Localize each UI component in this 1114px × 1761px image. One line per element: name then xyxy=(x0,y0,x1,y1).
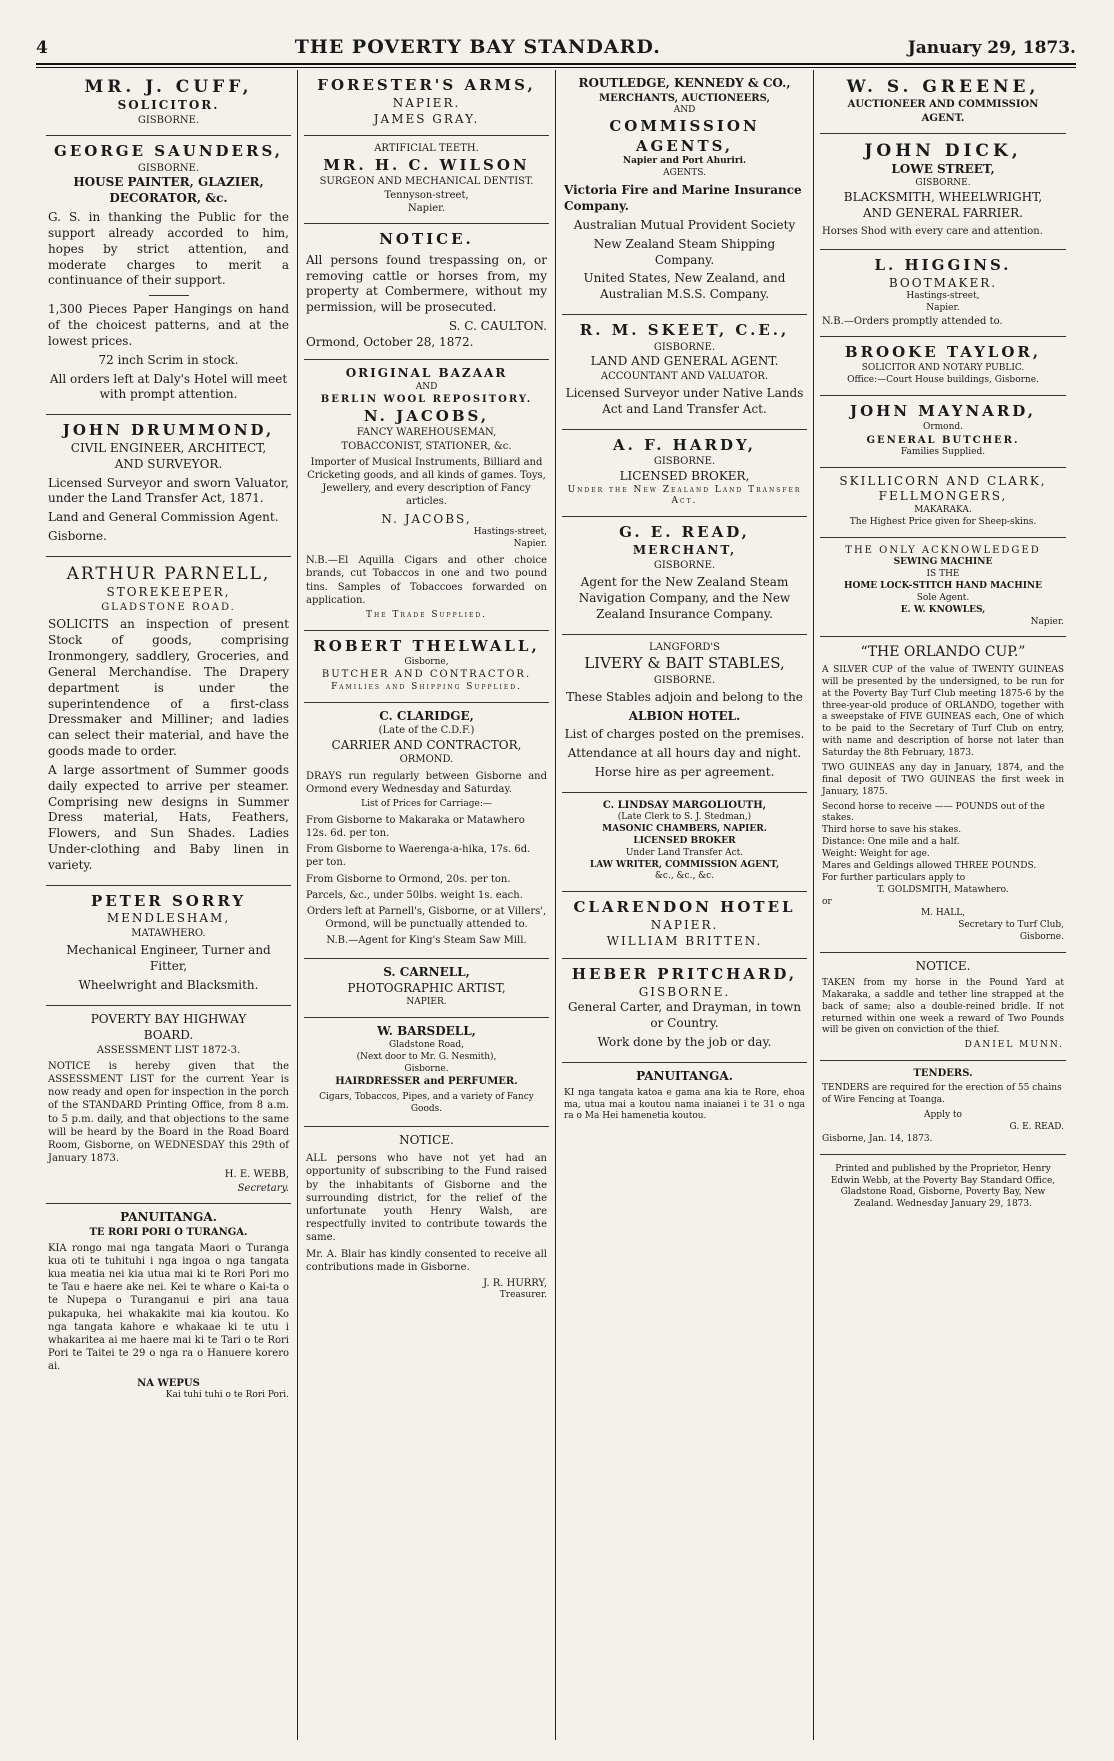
ad-orlando-cup xyxy=(820,637,1066,953)
column-4 xyxy=(814,70,1072,1740)
ad-owner: WILLIAM BRITTEN. xyxy=(606,933,763,948)
ad-text: 72 inch Scrim in stock. xyxy=(98,352,239,367)
ad-parnell xyxy=(46,557,291,886)
ad-text: The Highest Price given for Sheep-skins. xyxy=(849,517,1037,528)
ad-text: TAKEN from my horse in the Pound Yard at Makaraka, a saddle and tether line strapped at the back of same; also a double-reined bridle. If not returned within one week a reward of Two Pounds will be given on conviction of the thief. xyxy=(822,977,1064,1036)
ad-title: BERLIN WOOL REPOSITORY. xyxy=(320,394,533,406)
ad-hardy xyxy=(562,430,807,518)
ad-bazaar xyxy=(304,360,549,631)
ad-place: GISBORNE. xyxy=(653,559,716,571)
ad-role: TOBACCONIST, STATIONER, &c. xyxy=(341,440,512,452)
ad-role: HOUSE PAINTER, GLAZIER, xyxy=(73,175,264,190)
ad-margoliouth xyxy=(562,793,807,892)
ad-text: Under the New Zealand Land Transfer Act. xyxy=(567,484,802,507)
ad-greene xyxy=(820,70,1066,134)
divider xyxy=(149,295,189,296)
ad-title: C. CLARIDGE, xyxy=(379,708,474,723)
ad-role: MERCHANT, xyxy=(632,543,737,558)
ad-title: NOTICE. xyxy=(379,230,474,248)
ad-text: Families and Shipping Supplied. xyxy=(331,681,522,692)
ad-subtitle: TE RORI PORI O TURANGA. xyxy=(89,1226,248,1238)
ad-carnell xyxy=(304,959,549,1018)
ad-signature: S. C. CAULTON. xyxy=(448,319,547,334)
ad-panuitanga xyxy=(46,1204,291,1410)
issue-date: January 29, 1873. xyxy=(907,38,1076,58)
ad-title: R. M. SKEET, C.E., xyxy=(579,321,790,340)
ad-role: HAIRDRESSER and PERFUMER. xyxy=(335,1076,518,1088)
ad-owner: JAMES GRAY. xyxy=(373,111,480,126)
ad-text: Orders left at Parnell's, Gisborne, or at Villers', Ormond, will be punctually attended to. xyxy=(306,905,547,931)
ad-title: POVERTY BAY HIGHWAY xyxy=(90,1011,247,1026)
ad-role: AGENT. xyxy=(921,112,965,124)
ad-title: A. F. HARDY, xyxy=(613,435,756,454)
ad-signature: H. E. WEBB, xyxy=(224,1169,289,1181)
ad-role: SOLICITOR. xyxy=(117,98,220,113)
ad-role: GENERAL BUTCHER. xyxy=(866,434,1020,446)
ad-signature: NA WEPUS xyxy=(137,1377,200,1389)
ad-place: NAPIER. xyxy=(406,997,447,1008)
ad-text: AND xyxy=(673,105,696,116)
ad-foresters-arms xyxy=(304,70,549,136)
ad-title: ROUTLEDGE, KENNEDY & CO., xyxy=(578,76,791,90)
ad-text: Mechanical Engineer, Turner and Fitter, xyxy=(66,943,271,974)
ad-role: PHOTOGRAPHIC ARTIST, xyxy=(347,981,506,996)
ad-role: COMMISSION AGENTS, xyxy=(609,116,760,155)
ad-signature: DANIEL MUNN. xyxy=(964,1040,1064,1051)
ad-text: Licensed Surveyor under Native Lands Act and Land Transfer Act. xyxy=(565,386,804,416)
ad-title: JOHN DRUMMOND, xyxy=(62,421,275,440)
ad-text: A SILVER CUP of the value of TWENTY GUINEAS will be presented by the undersigned, to be run for at the Poverty Bay Turf Club meeting 1875-6 by the three-year-old produce of ORLANDO, together with a sweepstake of FIVE GUINEAS each, One of which to be paid to the Secretary of Turf Club on entry, with name and description of horse not later than Saturday the 8th February, 1873. xyxy=(822,664,1064,759)
ad-place: Napier and Port Ahuriri. xyxy=(622,156,747,167)
ad-langford xyxy=(562,635,807,793)
ad-title: TENDERS. xyxy=(913,1068,973,1080)
ad-text: New Zealand Steam Shipping Company. xyxy=(593,236,776,267)
ad-role: LAND AND GENERAL AGENT. xyxy=(590,354,779,369)
ad-role: MERCHANTS, AUCTIONEERS, xyxy=(599,92,770,104)
ad-title: PANUITANGA. xyxy=(120,1209,217,1224)
ad-signature: M. HALL, xyxy=(920,908,966,919)
ad-title: JOHN DICK, xyxy=(864,140,1022,161)
ad-text: From Gisborne to Ormond, 20s. per ton. xyxy=(306,873,511,885)
ad-title: G. E. READ, xyxy=(619,523,750,542)
ad-place: GISBORNE. xyxy=(653,674,716,686)
ad-text: N.B.—Agent for King's Steam Saw Mill. xyxy=(326,935,527,947)
ad-title: NOTICE. xyxy=(399,1133,454,1148)
ad-notice-walsh xyxy=(304,1127,549,1310)
ad-text: HOME LOCK-STITCH HAND MACHINE xyxy=(844,580,1042,591)
ad-signature: J. R. HURRY, xyxy=(483,1277,547,1289)
ad-text: Work done by the job or day. xyxy=(597,1035,772,1050)
ad-place: MASONIC CHAMBERS, NAPIER. xyxy=(602,823,767,834)
ad-text: Licensed Surveyor and sworn Valuator, under the Land Transfer Act, 1871. xyxy=(48,475,289,506)
ad-signature: Kai tuhi tuhi o te Rori Pori. xyxy=(165,1389,289,1400)
ad-signature: T. GOLDSMITH, Matawhero. xyxy=(877,884,1009,895)
ad-text: Cigars, Tobaccos, Pipes, and a variety of Fancy Goods. xyxy=(319,1091,534,1114)
ad-text: Horse hire as per agreement. xyxy=(594,765,775,780)
ad-role: LIVERY & BAIT STABLES, xyxy=(584,653,785,672)
ad-signature: N. JACOBS, xyxy=(381,511,472,526)
ad-title: BOARD. xyxy=(143,1027,194,1042)
ad-role: STOREKEEPER, xyxy=(106,585,231,600)
ad-place: Napier. xyxy=(1030,616,1064,627)
ad-owner: E. W. KNOWLES, xyxy=(900,604,986,615)
ad-place: ORMOND. xyxy=(399,754,454,766)
ad-text: A large assortment of Summer goods daily expected to arrive per steamer. Comprising new designs in Summer Dress material, Hats, Feathers, Flowers, and Sun Shades. Ladies Under-clothing and Baby linen in variety. xyxy=(48,762,289,872)
ad-title: MR. J. CUFF, xyxy=(84,77,253,97)
ad-place: GISBORNE. xyxy=(915,178,971,189)
ad-notice-munn xyxy=(820,953,1066,1061)
newspaper-title: THE POVERTY BAY STANDARD. xyxy=(294,36,661,58)
ad-routledge xyxy=(562,70,807,315)
ad-place: MATAWHERO. xyxy=(131,928,206,940)
ad-role: LAW WRITER, COMMISSION AGENT, xyxy=(589,859,780,870)
ad-text: KI nga tangata katoa e gama ana kia te Rore, ehoa ma, utua mai a koutou nama inaianei i te 31 o nga ra o Ma Hei hamenetia koutou. xyxy=(564,1087,805,1122)
ad-highway-board xyxy=(46,1006,291,1204)
ad-title: LANGFORD'S xyxy=(649,641,720,653)
ad-text: Importer of Musical Instruments, Billiard and Cricketing goods, and all kinds of games. Toys, Jewellery, and every description of Fancy articles. xyxy=(307,456,546,508)
ad-sorry xyxy=(46,886,291,1006)
ad-text: All persons found trespassing on, or removing cattle or horses from, my property at Combermere, without my permission, will be prosecuted. xyxy=(306,252,547,315)
ad-barsdell xyxy=(304,1018,549,1127)
ad-subtitle: (Late of the C.D.F.) xyxy=(378,725,475,737)
ad-text: United States, New Zealand, and Australian M.S.S. Company. xyxy=(583,271,786,302)
ad-signature: Secretary to Turf Club, xyxy=(958,920,1064,931)
ad-place: GISBORNE. xyxy=(638,984,731,999)
ad-text: Weight: Weight for age. xyxy=(822,849,930,860)
ad-role: SURGEON AND MECHANICAL DENTIST. xyxy=(319,176,534,188)
ad-role: CIVIL ENGINEER, ARCHITECT, xyxy=(70,441,267,455)
ad-text: From Gisborne to Waerenga-a-hika, 17s. 6d. per ton. xyxy=(306,844,531,869)
ad-text: (Next door to Mr. G. Nesmith), xyxy=(356,1051,497,1062)
ad-higgins xyxy=(820,250,1066,338)
ad-place: Napier. xyxy=(926,303,960,314)
ad-role: LICENSED BROKER, xyxy=(619,468,750,483)
ad-title: GEORGE SAUNDERS, xyxy=(54,142,283,161)
ad-signature: Secretary. xyxy=(237,1182,289,1194)
ad-dick xyxy=(820,134,1066,250)
masthead-rule xyxy=(36,63,1076,65)
ad-title: “THE ORLANDO CUP.” xyxy=(860,644,1026,661)
ad-place: Gisborne, xyxy=(404,656,449,667)
ad-title: S. CARNELL, xyxy=(383,965,470,980)
ad-place: GISBORNE. xyxy=(137,163,200,175)
ad-skeet xyxy=(562,315,807,430)
ad-street: Hastings-street, xyxy=(473,527,547,538)
ad-text: Parcels, &c., under 50lbs. weight 1s. each. xyxy=(306,889,523,901)
ad-place: MENDLESHAM, xyxy=(106,911,231,926)
ad-taylor xyxy=(820,337,1066,396)
ad-title: MR. H. C. WILSON xyxy=(323,155,530,174)
ad-text: List of charges posted on the premises. xyxy=(564,727,805,742)
ad-text: Mr. A. Blair has kindly consented to receive all contributions made in Gisborne. xyxy=(306,1248,547,1273)
ad-role: AND GENERAL FARRIER. xyxy=(862,205,1024,220)
ad-skillicorn xyxy=(820,468,1066,538)
ad-text: Office:—Court House buildings, Gisborne. xyxy=(847,375,1039,386)
ad-role: SOLICITOR AND NOTARY PUBLIC. xyxy=(861,363,1025,374)
ad-notice-caulton xyxy=(304,224,549,360)
ad-place: Gisborne. xyxy=(48,529,107,544)
ad-text: SOLICITS an inspection of present Stock of goods, comprising Ironmongery, saddlery, Groceries, and General Merchandise. The Drapery department is under the superintendence of a first-class Dressmaker and Milliner; and ladies can select their material, and have the goods made to order. xyxy=(48,617,289,759)
ad-text: ALBION HOTEL. xyxy=(628,708,741,723)
ad-text: Wheelwright and Blacksmith. xyxy=(78,978,259,993)
ad-role: AUCTIONEER AND COMMISSION xyxy=(847,99,1039,111)
ad-text: Apply to xyxy=(924,1110,962,1121)
ad-title: C. LINDSAY MARGOLIOUTH, xyxy=(602,799,767,811)
ad-text: TENDERS are required for the erection of 55 chains of Wire Fencing at Toanga. xyxy=(822,1083,1062,1106)
ad-text: ALL persons who have not yet had an opportunity of subscribing to the Fund raised by the inhabitants of Gisborne and the surrounding district, for the relief of the unfortunate youth Henry Walsh, are respectfully invited to contribute towards the same. xyxy=(306,1153,547,1244)
ad-subtitle: SEWING MACHINE xyxy=(893,557,993,568)
ad-role: BLACKSMITH, WHEELWRIGHT, xyxy=(843,189,1043,204)
ad-text: Sole Agent. xyxy=(916,592,970,603)
ad-street: Tennyson-street, xyxy=(384,189,469,201)
ad-role: General Carter, and Drayman, in town xyxy=(567,1000,802,1015)
ad-text: The Trade Supplied. xyxy=(365,609,488,620)
ad-text: KIA rongo mai nga tangata Maori o Turanga kua oti te tuhituhi i nga ingoa o nga tangata kua meatia nei kia utua mai ki te Rori Pori mo te Tau e haere ake nei. Kei te whare o Kai-ta o te Nupepa o Turanganui e piri ana taua pukapuka, hei whakakite mai kia koutou. Ko nga tangata kahore e whakaae ki te utu i whakaritea ai me haere mai ki te Tari o te Rori Pori te Taitei te 29 o nga ra o Hanuere korero ai. xyxy=(48,1242,289,1373)
ad-title: CLARENDON HOTEL xyxy=(573,898,796,917)
columns xyxy=(40,70,1075,1740)
ad-text: G. S. in thanking the Public for the support already accorded to him, hopes by strict attention, and moderate charges to merit a continuance of their support. xyxy=(48,210,289,288)
ad-text: Attendance at all hours day and night. xyxy=(567,746,802,761)
ad-text: Third horse to save his stakes. xyxy=(822,825,962,836)
ad-title: BROOKE TAYLOR, xyxy=(844,343,1042,362)
ad-drummond xyxy=(46,415,291,557)
masthead-rule-thin xyxy=(36,67,1076,68)
ad-place: NAPIER. xyxy=(392,95,461,110)
ad-text: These Stables adjoin and belong to the xyxy=(566,689,803,704)
column-2 xyxy=(298,70,556,1740)
ad-place: GLADSTONE ROAD. xyxy=(101,602,236,614)
ad-title: HEBER PRITCHARD, xyxy=(571,964,798,983)
ad-text: N.B.—El Aquilla Cigars and other choice brands, cut Tobaccos in one and two pound tins. Samples of Tobaccoes forwarded on application. xyxy=(306,555,547,606)
imprint-text: Printed and published by the Proprietor, Henry Edwin Webb, at the Poverty Bay Standard Office, Gladstone Road, Gisborne, Poverty Bay, New Zealand. Wednesday January 29, 1873. xyxy=(830,1163,1056,1210)
ad-saunders xyxy=(46,136,291,415)
ad-cuff xyxy=(46,70,291,136)
ad-title: PETER SORRY xyxy=(90,891,247,910)
ad-text: Mares and Geldings allowed THREE POUNDS. xyxy=(822,860,1037,871)
ad-maynard xyxy=(820,396,1066,468)
ad-street: Hastings-street, xyxy=(906,291,980,302)
imprint xyxy=(820,1155,1066,1223)
ad-wilson xyxy=(304,136,549,224)
ad-place: GISBORNE. xyxy=(653,341,716,353)
masthead xyxy=(36,28,1076,62)
ad-date: Gisborne, Jan. 14, 1873. xyxy=(822,1133,933,1144)
ad-place: Napier. xyxy=(513,539,547,550)
ad-street: Gladstone Road, xyxy=(388,1039,464,1050)
ad-text: DRAYS run regularly between Gisborne and Ormond every Wednesday and Saturday. xyxy=(306,770,547,795)
ad-text: Distance: One mile and a half. xyxy=(822,837,960,848)
ad-title: FORESTER'S ARMS, xyxy=(317,76,536,94)
ad-text: NOTICE is hereby given that the ASSESSMENT LIST for the current Year is now ready and open for inspection in the porch of the STANDARD Printing Office, from 8 a.m. to 5 p.m. daily, and that objections to the same will be heard by the Board in the Road Board Room, Gisborne, on WEDNESDAY this 29th of January 1873. xyxy=(48,1060,289,1165)
ad-clarendon xyxy=(562,892,807,958)
ad-signature: Gisborne. xyxy=(1019,932,1064,943)
ad-text: Second horse to receive —— POUNDS out of the stakes. xyxy=(822,801,1045,824)
ad-text: Horses Shod with every care and attention. xyxy=(822,225,1043,237)
ad-text: Australian Mutual Provident Society xyxy=(573,217,796,232)
ad-title: ROBERT THELWALL, xyxy=(313,636,540,655)
ad-text: Under Land Transfer Act. xyxy=(625,847,744,858)
ad-signature: Treasurer. xyxy=(499,1290,547,1301)
ad-text: N.B.—Orders promptly attended to. xyxy=(822,316,1003,328)
column-3 xyxy=(556,70,814,1740)
ad-place: GISBORNE. xyxy=(653,456,716,468)
ad-title: JOHN MAYNARD, xyxy=(850,401,1036,420)
ad-title: L. HIGGINS. xyxy=(874,255,1012,274)
ad-place: NAPIER. xyxy=(650,918,719,933)
ad-role: DECORATOR, &c. xyxy=(109,191,228,206)
ad-date: Ormond, October 28, 1872. xyxy=(306,334,474,349)
ad-claridge xyxy=(304,703,549,960)
page-number: 4 xyxy=(36,38,48,58)
ad-text: Victoria Fire and Marine Insurance Company. xyxy=(564,183,802,214)
ad-role: BOOTMAKER. xyxy=(888,275,998,290)
ad-pritchard xyxy=(562,959,807,1063)
ad-heading: ARTIFICIAL TEETH. xyxy=(374,143,479,155)
ad-text: From Gisborne to Makaraka or Matawhero 12s. 6d. per ton. xyxy=(306,814,525,839)
column-1 xyxy=(40,70,298,1740)
ad-title: W. S. GREENE, xyxy=(846,77,1040,97)
ad-text: Agent for the New Zealand Steam Navigation Company, and the New Zealand Insurance Company. xyxy=(578,575,791,621)
ad-place: Ormond. xyxy=(922,421,964,432)
ad-role: FELLMONGERS, xyxy=(878,489,1008,504)
ad-thelwall xyxy=(304,631,549,703)
ad-title: PANUITANGA. xyxy=(636,1068,733,1083)
ad-tenders xyxy=(820,1061,1066,1155)
ad-role: or Country. xyxy=(650,1016,719,1031)
ad-place: MAKARAKA. xyxy=(914,505,972,516)
ad-title: W. BARSDELL, xyxy=(377,1024,476,1039)
ad-panuitanga-2 xyxy=(562,1063,807,1134)
ad-text: All orders left at Daly's Hotel will meet with prompt attention. xyxy=(49,371,288,402)
ad-text: AGENTS. xyxy=(663,168,706,179)
ad-title: SKILLICORN AND CLARK, xyxy=(839,473,1047,488)
ad-title: ARTHUR PARNELL, xyxy=(66,563,271,584)
ad-title: THE ONLY ACKNOWLEDGED xyxy=(845,545,1041,557)
ad-text: 1,300 Pieces Paper Hangings on hand of the choicest patterns, and at the lowest prices. xyxy=(48,302,289,348)
ad-role: CARRIER AND CONTRACTOR, xyxy=(331,737,522,752)
ad-title: NOTICE. xyxy=(915,959,971,974)
ad-place: GISBORNE. xyxy=(137,115,200,127)
ad-signature: G. E. READ. xyxy=(1009,1121,1064,1132)
ad-text: Land and General Commission Agent. xyxy=(48,510,279,525)
ad-text: Families Supplied. xyxy=(900,446,986,457)
ad-role: AND SURVEYOR. xyxy=(114,456,223,471)
ad-subtitle: ASSESSMENT LIST 1872-3. xyxy=(96,1044,241,1056)
ad-role: FANCY WAREHOUSEMAN, xyxy=(356,427,497,439)
ad-street: LOWE STREET, xyxy=(891,162,995,177)
ad-subtitle: (Late Clerk to S. J. Stedman,) xyxy=(617,812,752,823)
ad-sewing-machine xyxy=(820,538,1066,637)
ad-read xyxy=(562,517,807,634)
ad-text: List of Prices for Carriage:— xyxy=(361,798,492,809)
ad-text: For further particulars apply to xyxy=(822,872,966,883)
ad-role: BUTCHER AND CONTRACTOR. xyxy=(321,669,532,681)
ad-text: IS THE xyxy=(926,569,960,580)
ad-text: or xyxy=(822,896,832,907)
ad-place: Gisborne. xyxy=(404,1063,449,1074)
ad-text: TWO GUINEAS any day in January, 1874, and the final deposit of TWO GUINEAS the first week in January, 1875. xyxy=(822,762,1064,797)
ad-place: Napier. xyxy=(407,202,446,214)
ad-role: LICENSED BROKER xyxy=(633,835,736,846)
ad-text: &c., &c., &c. xyxy=(654,871,715,882)
ad-title: ORIGINAL BAZAAR xyxy=(345,365,508,380)
ad-role: ACCOUNTANT AND VALUATOR. xyxy=(600,370,769,382)
ad-owner: N. JACOBS, xyxy=(363,406,490,425)
ad-text: AND xyxy=(415,381,438,392)
